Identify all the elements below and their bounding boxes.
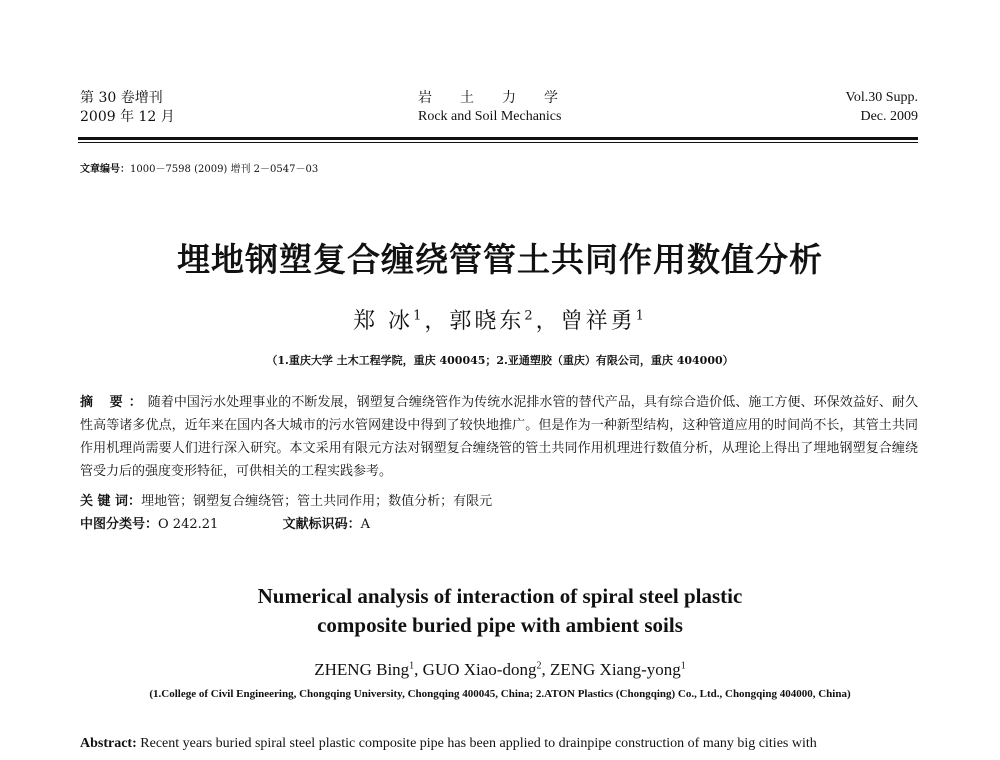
affiliation-zh: （1.重庆大学 土木工程学院，重庆 400045；2.亚通塑胶（重庆）有限公司，重庆 404000） [266,354,734,367]
abstract-en [80,733,918,755]
keywords-zh-label: 关 键 词： [80,494,142,509]
author-3-en-affil-mark: 1 [680,660,686,672]
volume-en: Vol.30 Supp. [845,90,918,105]
author-3-affil-mark: 1 [635,308,647,324]
author-2-zh: ，郭晓东 [424,309,525,334]
abstract-zh-label: 摘 要： [80,395,148,410]
article-id-value: 1000－7598 (2009) 增刊 2－0547－03 [130,164,319,175]
abstract-zh [80,391,918,483]
author-1-en: ZHENG Bing [314,660,410,679]
authors-en [0,660,1000,680]
affiliation-en: (1.College of Civil Engineering, Chongqing University, Chongqing 400045, China; 2.ATON Plastics (Chongqing) Co., Ltd., Chongqing 404000, China) [149,688,851,700]
author-1-affil-mark: 1 [413,308,425,324]
keywords-zh [80,492,492,512]
author-2-en: , GUO Xiao-dong [414,660,537,679]
paper-title-en-line-2: composite buried pipe with ambient soils [317,613,683,637]
clc-label: 中图分类号： [80,517,159,532]
header-rule-thick [78,137,918,140]
keywords-zh-text: 埋地管；钢塑复合缠绕管；管土共同作用；数值分析；有限元 [141,494,493,509]
journal-title-en: Rock and Soil Mechanics [418,109,562,124]
author-1-zh: 郑 冰 [353,309,414,334]
volume-zh: 第 30 卷增刊 [80,90,163,106]
authors-zh [0,304,1000,335]
journal-title-zh: 岩土力学 [418,90,586,106]
author-1-en-affil-mark: 1 [409,660,415,672]
date-en: Dec. 2009 [860,109,918,124]
paper-title-en-line-1: Numerical analysis of interaction of spiral steel plastic [257,584,743,608]
doc-code-label: 文献标识码： [282,517,361,532]
author-3-en: , ZENG Xiang-yong [541,660,681,679]
paper-title-en [0,582,1000,640]
abstract-en-text: Recent years buried spiral steel plastic composite pipe has been applied to drainpipe construction of many big cities with [140,736,817,751]
paper-title-zh: 埋地钢塑复合缠绕管管土共同作用数值分析 [177,240,823,279]
article-id [80,160,318,175]
clc-value: O 242.21 [158,517,219,532]
header-rule-thin [78,142,918,143]
abstract-zh-text: 随着中国污水处理事业的不断发展，钢塑复合缠绕管作为传统水泥排水管的替代产品，具有综合造价低、施工方便、环保效益好、耐久性高等诸多优点，近年来在国内各大城市的污水管网建设中得到了较快地推广。但是作为一种新型结构，这种管道应用的时间尚不长，其管土共同作用机理尚需要人们进行深入研究。本文采用有限元方法对钢塑复合缠绕管的管土共同作用机理进行数值分析，从理论上得出了埋地钢塑复合缠绕管受力后的强度变形特征，可供相关的工程实践参考。 [80,395,918,479]
article-id-label: 文章编号： [80,164,130,175]
author-2-affil-mark: 2 [524,308,536,324]
abstract-en-label: Abstract: [80,736,137,751]
classification [80,515,370,535]
author-3-zh: ，曾祥勇 [535,309,636,334]
author-2-en-affil-mark: 2 [536,660,542,672]
date-zh: 2009 年 12 月 [80,109,175,125]
doc-code-value: A [360,517,370,532]
